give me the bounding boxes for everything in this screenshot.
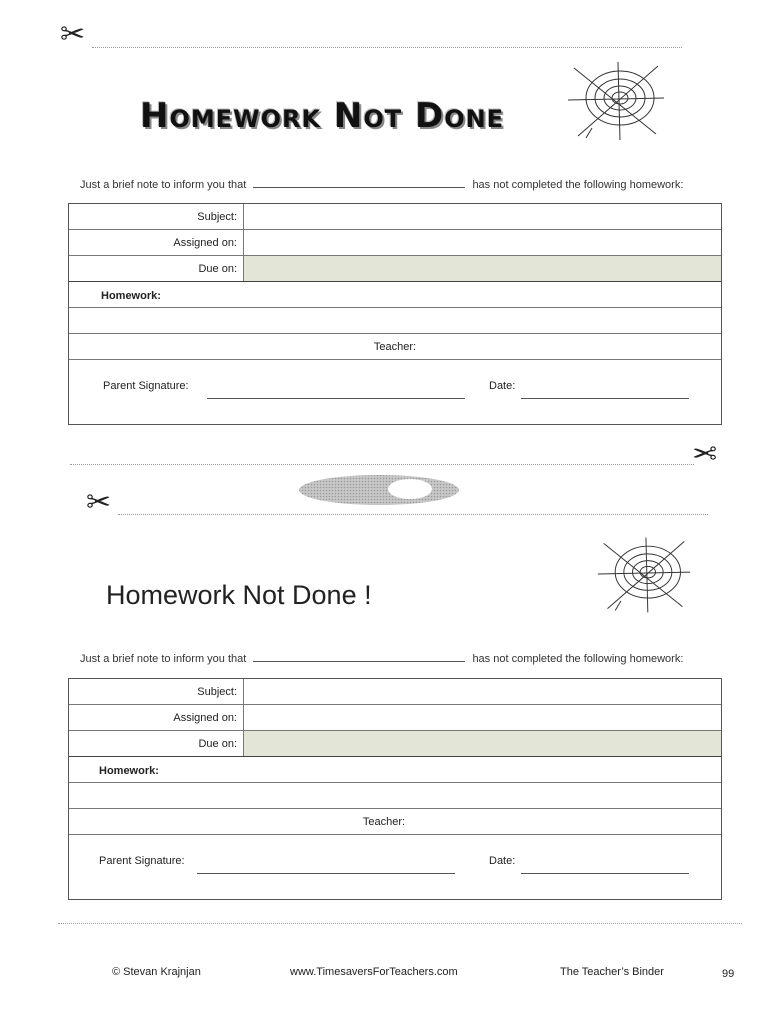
parent-signature-label: Parent Signature:	[99, 855, 185, 867]
subject-field[interactable]	[243, 204, 721, 229]
spider-web-icon	[596, 534, 692, 616]
slip-2-note	[80, 651, 683, 665]
teacher-row	[69, 809, 721, 835]
cut-line-bottom	[58, 923, 742, 924]
assigned-label: Assigned on:	[173, 712, 237, 724]
footer-book-title: The Teacher’s Binder	[560, 966, 664, 978]
signature-row	[69, 835, 721, 899]
assigned-row	[69, 705, 721, 731]
date-label: Date:	[489, 380, 516, 392]
slip-1-title: Homework Not Done	[140, 96, 505, 136]
due-field[interactable]	[243, 256, 721, 281]
teacher-label: Teacher:	[373, 341, 417, 353]
teacher-label: Teacher:	[362, 816, 406, 828]
scissors-icon: ✂	[692, 437, 718, 472]
due-label: Due on:	[198, 738, 237, 750]
parent-signature-line[interactable]	[207, 398, 465, 399]
note-after: has not completed the following homework:	[472, 653, 684, 665]
homework-field[interactable]	[69, 308, 721, 334]
subject-row	[69, 679, 721, 705]
subject-label: Subject:	[197, 211, 237, 223]
parent-signature-label: Parent Signature:	[103, 380, 189, 392]
subject-row	[69, 204, 721, 230]
date-line[interactable]	[521, 873, 689, 874]
cut-line-middle-1	[70, 464, 694, 465]
footer-website: www.TimesaversForTeachers.com	[290, 966, 458, 978]
homework-label: Homework:	[99, 765, 159, 777]
parent-signature-line[interactable]	[197, 873, 455, 874]
assigned-label: Assigned on:	[173, 237, 237, 249]
footer-copyright: © Stevan Krajnjan	[112, 966, 201, 978]
footer-page-number: 99	[722, 968, 735, 980]
homework-field[interactable]	[69, 783, 721, 809]
subject-label: Subject:	[197, 686, 237, 698]
date-label: Date:	[489, 855, 516, 867]
cut-line-top	[92, 47, 682, 48]
due-row	[69, 731, 721, 757]
homework-header-row	[69, 282, 721, 308]
due-label: Due on:	[198, 263, 237, 275]
date-line[interactable]	[521, 398, 689, 399]
teacher-row	[69, 334, 721, 360]
subject-field[interactable]	[243, 679, 721, 704]
note-after: has not completed the following homework:	[472, 179, 684, 191]
student-name-blank[interactable]	[253, 651, 465, 662]
slip-2-title: Homework Not Done !	[106, 580, 372, 610]
note-before: Just a brief note to inform you that	[80, 179, 247, 191]
homework-label: Homework:	[101, 290, 161, 302]
due-row	[69, 256, 721, 282]
spider-web-icon	[566, 60, 666, 142]
scissors-icon: ✂	[86, 485, 112, 520]
signature-row	[69, 360, 721, 424]
slip-2-form	[68, 678, 722, 900]
divider-oval-icon	[298, 474, 460, 506]
slip-1-note	[80, 177, 683, 191]
assigned-field[interactable]	[243, 705, 721, 730]
cut-line-middle-2	[118, 514, 708, 515]
note-before: Just a brief note to inform you that	[80, 653, 247, 665]
homework-header-row	[69, 757, 721, 783]
due-field[interactable]	[243, 731, 721, 756]
assigned-field[interactable]	[243, 230, 721, 255]
slip-1-form	[68, 203, 722, 425]
scissors-icon: ✂	[60, 17, 86, 52]
assigned-row	[69, 230, 721, 256]
student-name-blank[interactable]	[253, 177, 465, 188]
